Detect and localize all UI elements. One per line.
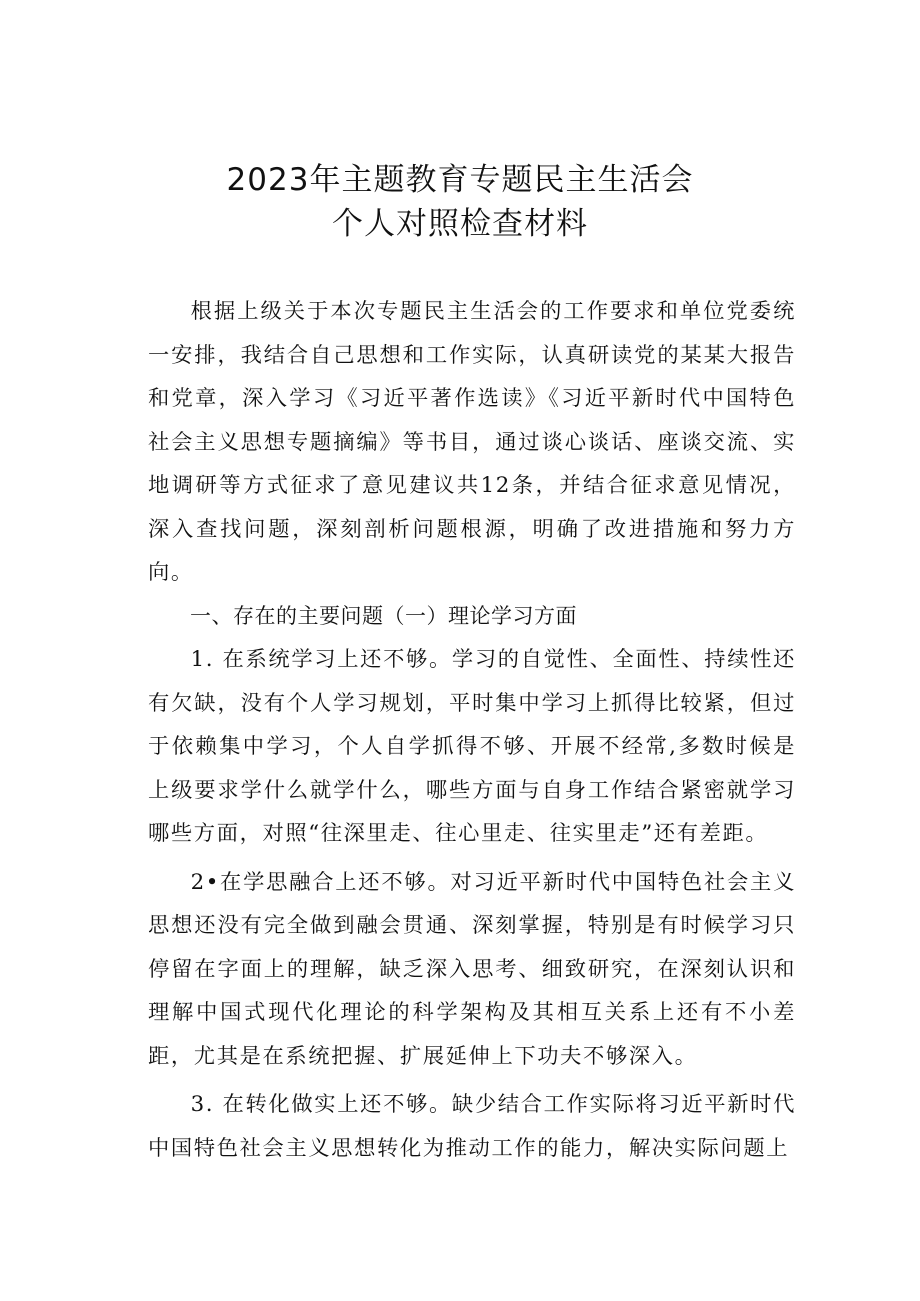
item-2-paragraph: 2•在学思融合上还不够。对习近平新时代中国特色社会主义思想还没有完全做到融会贯通、深刻掌握，特别是有时候学习只停留在字面上的理解，缺乏深入思考、细致研究，在深刻认识和理解中国式现代化理论的科学架构及其相互关系上还有不小差距，尤其是在系统把握、扩展延伸上下功夫不够深入。 bbox=[148, 869, 796, 1069]
intro-paragraph: 根据上级关于本次专题民主生活会的工作要求和单位党委统一安排，我结合自己思想和工作实际，认真研读党的某某大报告和党章，深入学习《习近平著作选读》《习近平新时代中国特色社会主义思想专题摘编》等书目，通过谈心谈话、座谈交流、实地调研等方式征求了意见建议共12条，并结合征求意见情况，深入查找问题，深刻剖析问题根源，明确了改进措施和努力方向。 bbox=[148, 299, 796, 585]
document-title-line-1: 2023年主题教育专题民主生活会 bbox=[226, 162, 694, 198]
document-title-line-2: 个人对照检查材料 bbox=[332, 206, 588, 242]
item-1-paragraph: 1. 在系统学习上还不够。学习的自觉性、全面性、持续性还有欠缺，没有个人学习规划，平时集中学习上抓得比较紧，但过于依赖集中学习，个人自学抓得不够、开展不经常,多数时候是上级要求学什么就学什么，哪些方面与自身工作结合紧密就学习哪些方面，对照“往深里走、往心里走、往实里走”还有差距。 bbox=[148, 647, 796, 846]
document-body bbox=[148, 290, 796, 1170]
item-3-paragraph: 3. 在转化做实上还不够。缺少结合工作实际将习近平新时代中国特色社会主义思想转化为推动工作的能力，解决实际问题上 bbox=[148, 1092, 796, 1161]
section-heading: 一、存在的主要问题（一）理论学习方面 bbox=[190, 603, 577, 628]
